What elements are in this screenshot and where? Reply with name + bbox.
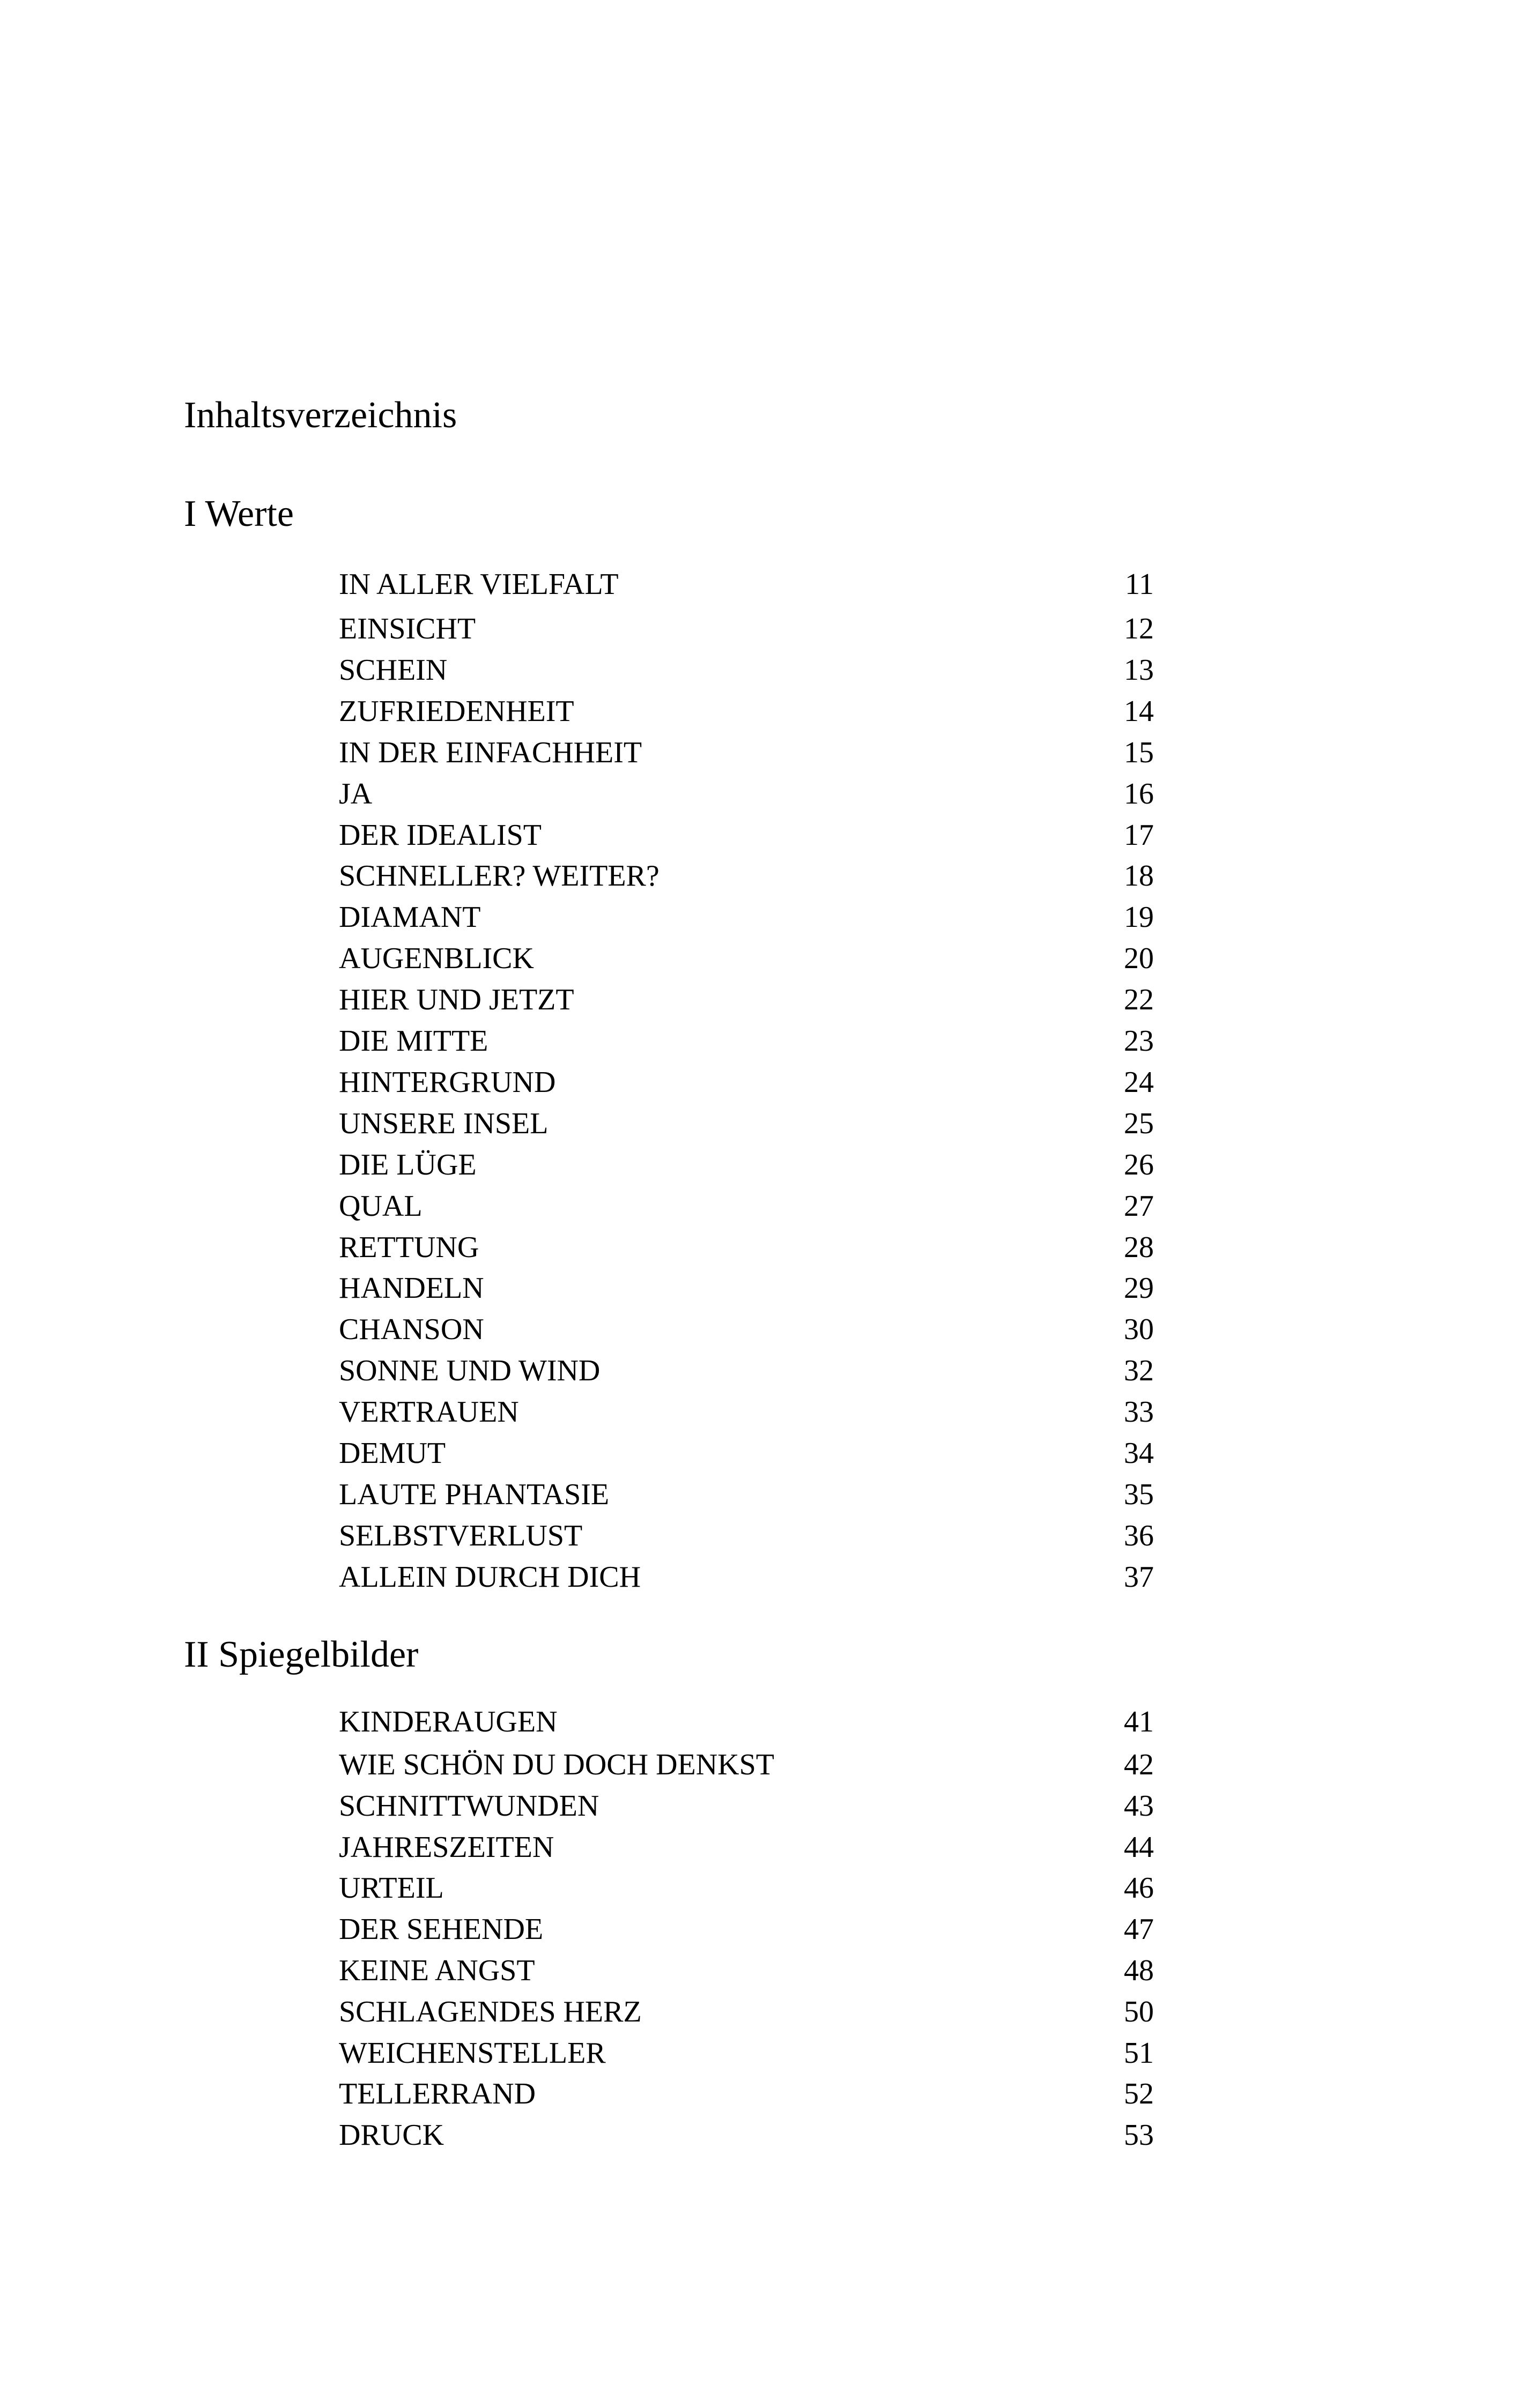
- toc-entry: [339, 655, 1154, 687]
- toc-entry-page-number: 30: [1124, 1313, 1154, 1346]
- toc-entry-page-number: 19: [1124, 901, 1154, 934]
- toc-entry-page-number: 46: [1124, 1871, 1154, 1905]
- toc-entry-page-number: 16: [1124, 777, 1154, 811]
- toc-entry-page-number: 44: [1124, 1831, 1154, 1864]
- toc-entry: [339, 1997, 1154, 2029]
- toc-entry: [339, 1067, 1154, 1099]
- toc-entry-title: LAUTE PHANTASIE: [339, 1478, 610, 1511]
- toc-entry-page-number: 22: [1124, 983, 1154, 1016]
- toc-entry-title: DIE LÜGE: [339, 1148, 477, 1181]
- toc-entry-title: HIER UND JETZT: [339, 983, 574, 1016]
- toc-entry-title: URTEIL: [339, 1871, 444, 1905]
- toc-entry: [339, 1314, 1154, 1347]
- toc-entry-title: SCHEIN: [339, 653, 448, 687]
- toc-entry: [339, 2038, 1154, 2070]
- toc-entry-page-number: 32: [1124, 1354, 1154, 1387]
- toc-entry-title: DER IDEALIST: [339, 819, 542, 852]
- toc-entry-title: SCHNELLER? WEITER?: [339, 859, 660, 893]
- toc-entry-title: QUAL: [339, 1190, 423, 1223]
- toc-entry-title: WEICHENSTELLER: [339, 2037, 606, 2070]
- page-title: Inhaltsverzeichnis: [184, 395, 457, 436]
- toc-entry-page-number: 35: [1124, 1478, 1154, 1511]
- toc-entry-page-number: 34: [1124, 1437, 1154, 1470]
- toc-entry-page-number: 25: [1124, 1107, 1154, 1140]
- toc-entry-title: DIE MITTE: [339, 1024, 488, 1058]
- toc-entry: [339, 1707, 1154, 1739]
- toc-entry-title: RETTUNG: [339, 1231, 479, 1264]
- toc-entry: [339, 2120, 1154, 2152]
- toc-entry: [339, 1750, 1154, 1782]
- toc-entry-title: DER SEHENDE: [339, 1913, 544, 1946]
- toc-entry-page-number: 52: [1124, 2077, 1154, 2110]
- toc-entry: [339, 1832, 1154, 1864]
- toc-entry: [339, 2079, 1154, 2111]
- toc-entry: [339, 820, 1154, 852]
- toc-entry-title: SCHNITTWUNDEN: [339, 1789, 599, 1823]
- toc-entry-page-number: 24: [1124, 1066, 1154, 1099]
- toc-entry: [339, 1232, 1154, 1265]
- toc-entry-title: JA: [339, 777, 373, 811]
- toc-entry: [339, 779, 1154, 811]
- toc-entry: [339, 1273, 1154, 1305]
- section-heading-spiegelbilder: II Spiegelbilder: [184, 1634, 419, 1675]
- toc-entry: [339, 943, 1154, 976]
- toc-entry-page-number: 11: [1125, 568, 1154, 601]
- toc-entry-page-number: 20: [1124, 942, 1154, 975]
- toc-entry-page-number: 33: [1124, 1395, 1154, 1429]
- toc-entry: [339, 1026, 1154, 1058]
- toc-entry: [339, 569, 1154, 601]
- toc-entry-title: SONNE UND WIND: [339, 1354, 601, 1387]
- toc-entry-title: IN ALLER VIELFALT: [339, 568, 619, 601]
- toc-entry-title: UNSERE INSEL: [339, 1107, 549, 1140]
- toc-entry: [339, 1191, 1154, 1223]
- toc-entry-page-number: 13: [1124, 653, 1154, 687]
- toc-entry: [339, 1150, 1154, 1182]
- toc-entry: [339, 861, 1154, 893]
- toc-entry: [339, 1480, 1154, 1512]
- toc-entry-page-number: 15: [1124, 736, 1154, 769]
- toc-entry-title: DEMUT: [339, 1437, 446, 1470]
- toc-entry-title: CHANSON: [339, 1313, 484, 1346]
- toc-entry-title: HINTERGRUND: [339, 1066, 556, 1099]
- toc-entry: [339, 1521, 1154, 1553]
- toc-entry-page-number: 37: [1124, 1560, 1154, 1594]
- toc-entry-title: WIE SCHÖN DU DOCH DENKST: [339, 1748, 774, 1781]
- toc-entry-page-number: 18: [1124, 859, 1154, 893]
- toc-entry: [339, 1914, 1154, 1946]
- toc-entry-title: SELBSTVERLUST: [339, 1519, 583, 1552]
- toc-entry-title: DRUCK: [339, 2119, 444, 2152]
- toc-entry-page-number: 53: [1124, 2119, 1154, 2152]
- toc-entry: [339, 1956, 1154, 1988]
- toc-entry-title: IN DER EINFACHHEIT: [339, 736, 642, 769]
- toc-entry: [339, 1356, 1154, 1388]
- toc-entry-title: HANDELN: [339, 1272, 484, 1305]
- toc-entry: [339, 1562, 1154, 1594]
- toc-entry-page-number: 42: [1124, 1748, 1154, 1781]
- toc-entry-page-number: 27: [1124, 1190, 1154, 1223]
- toc-entry-page-number: 41: [1124, 1705, 1154, 1738]
- toc-entry-page-number: 50: [1124, 1995, 1154, 2028]
- toc-entry: [339, 1791, 1154, 1823]
- toc-entry-page-number: 17: [1124, 819, 1154, 852]
- toc-entry-page-number: 48: [1124, 1954, 1154, 1987]
- toc-entry-page-number: 28: [1124, 1231, 1154, 1264]
- section-heading-werte: I Werte: [184, 493, 294, 534]
- toc-entry-title: EINSICHT: [339, 612, 476, 645]
- toc-entry-page-number: 23: [1124, 1024, 1154, 1058]
- toc-entry: [339, 1397, 1154, 1429]
- toc-entry-page-number: 12: [1124, 612, 1154, 645]
- toc-entry-page-number: 36: [1124, 1519, 1154, 1552]
- toc-entry: [339, 1873, 1154, 1905]
- toc-entry-title: TELLERRAND: [339, 2077, 536, 2110]
- toc-entry-title: SCHLAGENDES HERZ: [339, 1995, 642, 2028]
- toc-entry-page-number: 26: [1124, 1148, 1154, 1181]
- toc-entry: [339, 696, 1154, 729]
- toc-entry: [339, 1109, 1154, 1141]
- toc-entry-page-number: 51: [1124, 2037, 1154, 2070]
- toc-entry-page-number: 43: [1124, 1789, 1154, 1823]
- toc-entry: [339, 985, 1154, 1017]
- toc-entry-title: KEINE ANGST: [339, 1954, 535, 1987]
- toc-entry-page-number: 14: [1124, 695, 1154, 728]
- toc-entry: [339, 614, 1154, 646]
- toc-entry-title: ZUFRIEDENHEIT: [339, 695, 574, 728]
- toc-entry-title: KINDERAUGEN: [339, 1705, 558, 1738]
- toc-entry-title: VERTRAUEN: [339, 1395, 519, 1429]
- toc-entry: [339, 738, 1154, 770]
- toc-entry-title: DIAMANT: [339, 901, 481, 934]
- toc-entry-page-number: 29: [1124, 1272, 1154, 1305]
- toc-entry-title: AUGENBLICK: [339, 942, 534, 975]
- toc-entry: [339, 1438, 1154, 1470]
- toc-entry-page-number: 47: [1124, 1913, 1154, 1946]
- toc-entry-title: ALLEIN DURCH DICH: [339, 1560, 641, 1594]
- toc-entry: [339, 902, 1154, 934]
- toc-entry-title: JAHRESZEITEN: [339, 1831, 554, 1864]
